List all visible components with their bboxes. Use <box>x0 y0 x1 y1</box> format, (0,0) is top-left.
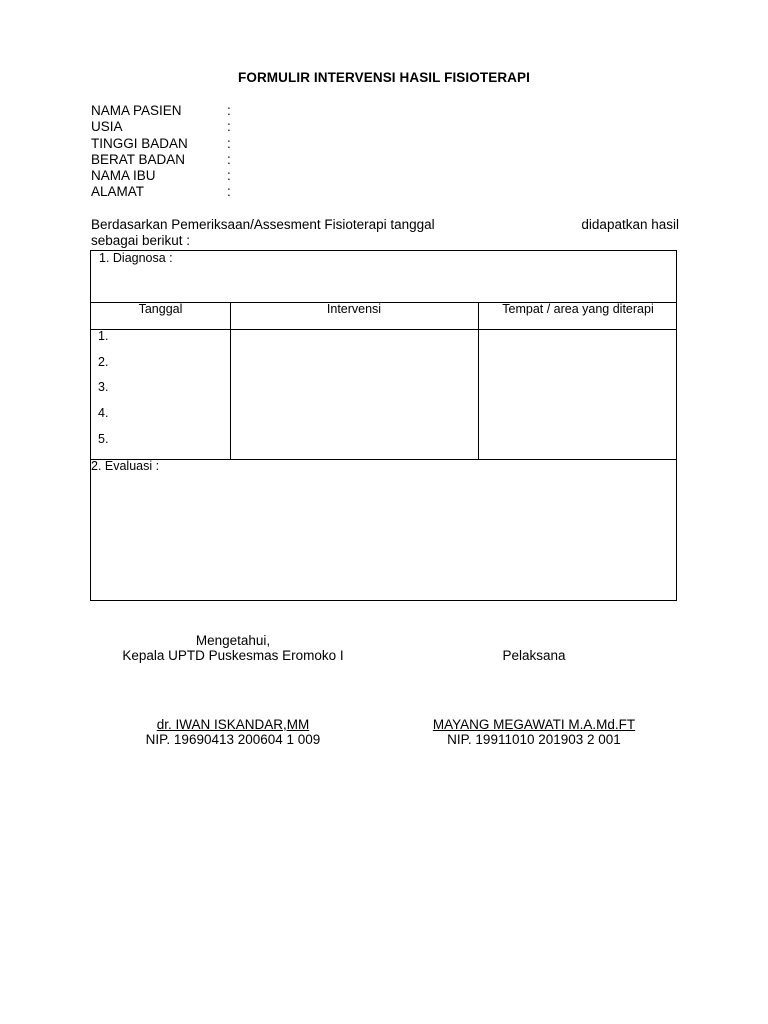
field-label: NAMA IBU <box>91 168 156 184</box>
field-row-tinggi-badan <box>91 136 237 152</box>
sign-left-nip: NIP. 19690413 200604 1 009 <box>145 732 321 747</box>
field-row-nama-ibu <box>91 168 237 184</box>
row-number: 2. <box>98 355 109 369</box>
sign-left-acknowledge: Mengetahui, <box>195 633 271 648</box>
sign-right-nip: NIP. 19911010 201903 2 001 <box>447 732 621 747</box>
field-row-usia <box>91 119 237 135</box>
patient-fields <box>91 103 237 201</box>
header-intervensi: Intervensi <box>326 302 382 316</box>
row-number: 3. <box>98 380 109 394</box>
evaluasi-label: 2. Evaluasi : <box>91 459 160 473</box>
header-tempat: Tempat / area yang diterapi <box>502 302 654 316</box>
intro-paragraph <box>91 217 679 248</box>
field-row-berat-badan <box>91 152 237 168</box>
field-row-nama-pasien <box>91 103 237 119</box>
sign-left-name: dr. IWAN ISKANDAR,MM <box>156 717 310 732</box>
divider <box>91 329 676 330</box>
divider <box>91 459 676 460</box>
header-tanggal: Tanggal <box>138 302 183 316</box>
sign-right-title: Pelaksana <box>502 648 566 663</box>
row-number: 5. <box>98 432 109 446</box>
row-number: 1. <box>98 329 109 343</box>
column-divider <box>230 302 231 459</box>
field-colon: : <box>227 184 231 200</box>
intro-text-part2: didapatkan hasil <box>581 217 679 232</box>
intro-text-part1: Berdasarkan Pemeriksaan/Assesment Fisioterapi tanggal <box>91 217 435 232</box>
field-colon: : <box>227 103 231 118</box>
sign-left-title: Kepala UPTD Puskesmas Eromoko I <box>122 648 344 663</box>
diagnosa-label: 1. Diagnosa : <box>99 251 173 265</box>
form-title: FORMULIR INTERVENSI HASIL FISIOTERAPI <box>238 70 530 85</box>
intro-text-line2: sebagai berikut : <box>91 232 191 248</box>
field-label: TINGGI BADAN <box>91 135 188 151</box>
field-label: USIA <box>91 119 123 135</box>
field-label: NAMA PASIEN <box>91 103 182 118</box>
column-divider <box>478 302 479 459</box>
field-colon: : <box>227 151 231 167</box>
field-colon: : <box>227 168 231 184</box>
field-label: ALAMAT <box>91 184 145 200</box>
field-colon: : <box>227 119 231 135</box>
field-label: BERAT BADAN <box>91 151 186 167</box>
sign-right-name: MAYANG MEGAWATI M.A.Md.FT <box>432 717 636 732</box>
field-colon: : <box>227 135 231 151</box>
row-number: 4. <box>98 406 109 420</box>
intervention-table <box>90 250 677 601</box>
field-row-alamat <box>91 184 237 200</box>
